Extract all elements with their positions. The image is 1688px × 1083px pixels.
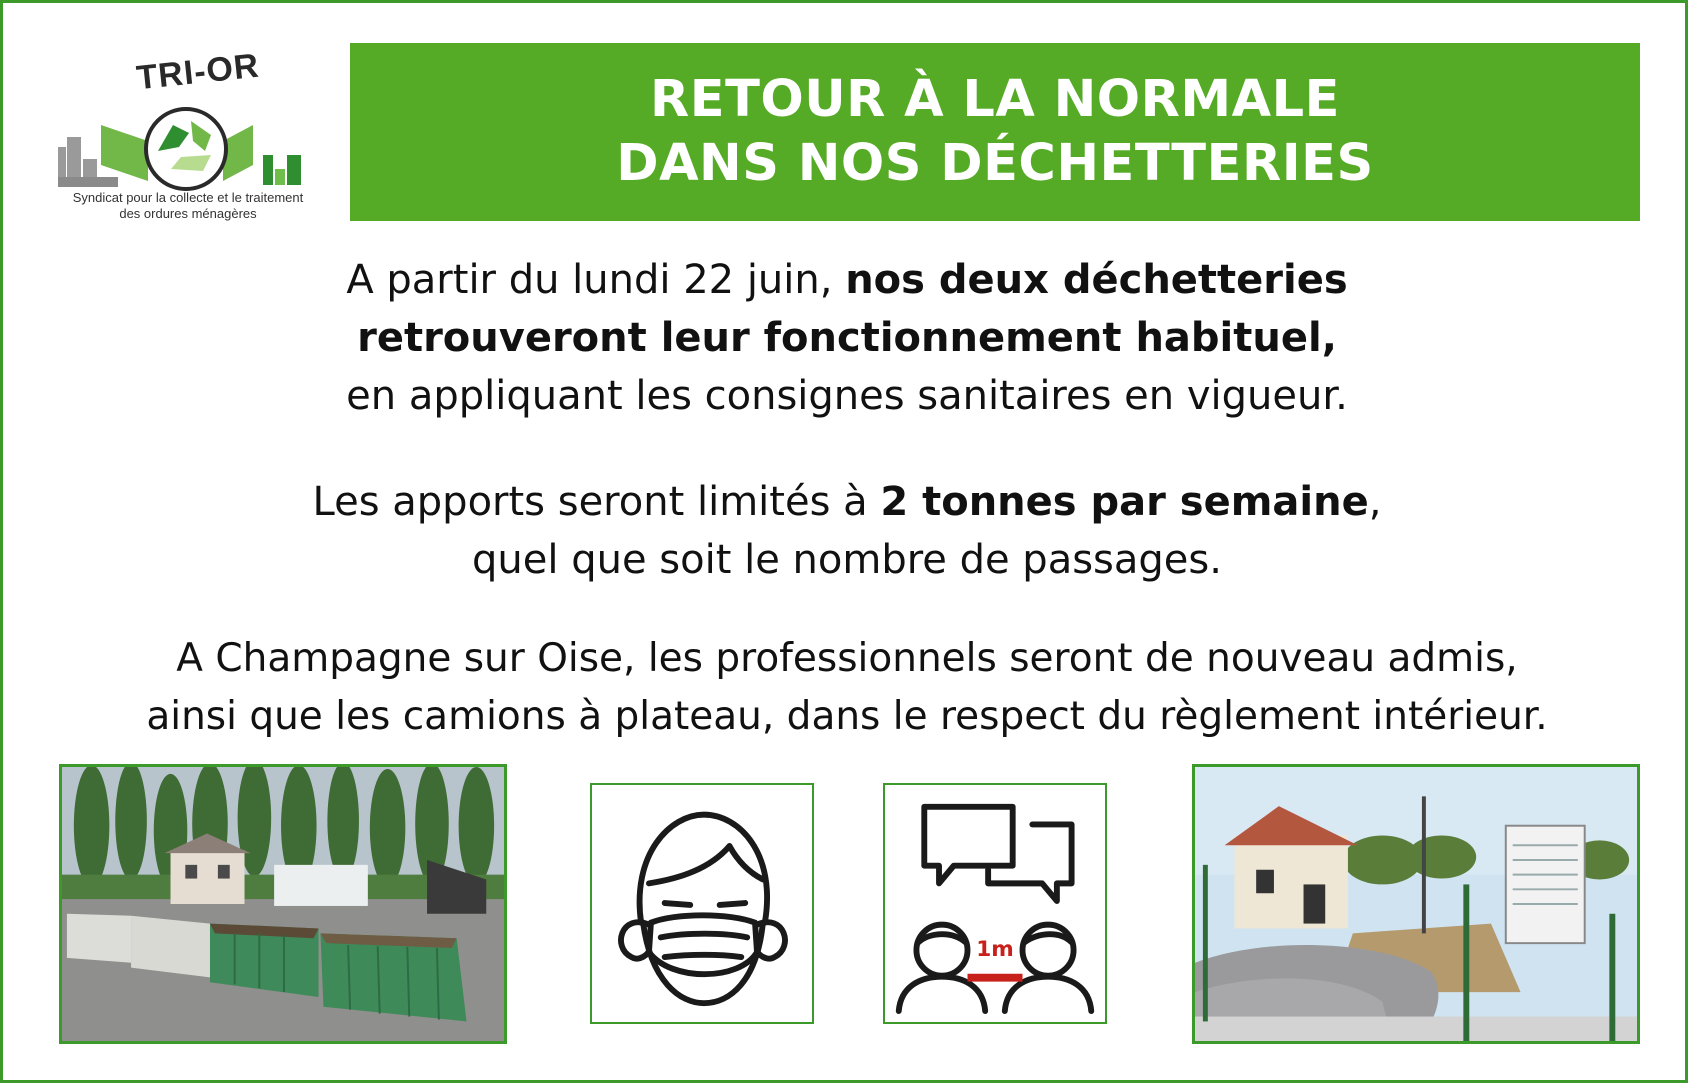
face-mask-icon bbox=[592, 785, 812, 1022]
banner-line-1: RETOUR À LA NORMALE bbox=[649, 70, 1340, 129]
banner-line-2: DANS NOS DÉCHETTERIES bbox=[616, 134, 1374, 193]
mask-pictogram bbox=[590, 783, 814, 1024]
reopening-bold-2: retrouveront leur fonctionnement habituel, bbox=[357, 315, 1337, 361]
recycling-containers-image bbox=[62, 767, 504, 1041]
reopening-intro: A partir du lundi 22 juin, bbox=[346, 257, 846, 303]
professionals-line-1: A Champagne sur Oise, les professionnels seront de nouveau admis, bbox=[176, 636, 1518, 681]
headline-banner bbox=[350, 43, 1640, 221]
distance-pictogram bbox=[883, 783, 1107, 1024]
limit-paragraph bbox=[33, 473, 1661, 589]
limit-bold: 2 tonnes par semaine bbox=[880, 479, 1369, 525]
distance-label: 1m bbox=[976, 937, 1014, 963]
reopening-bold-1: nos deux déchetteries bbox=[845, 257, 1348, 303]
logo-name: TRI-OR bbox=[134, 46, 262, 98]
reopening-paragraph bbox=[33, 251, 1661, 425]
professionals-paragraph bbox=[33, 630, 1661, 746]
logo-tagline: Syndicat pour la collecte et le traitement des ordures ménagères bbox=[72, 190, 304, 221]
dechetterie-entrance-image bbox=[1195, 767, 1637, 1041]
limit-line-2: quel que soit le nombre de passages. bbox=[472, 537, 1222, 583]
limit-comma: , bbox=[1368, 479, 1382, 525]
limit-intro: Les apports seront limités à bbox=[312, 479, 881, 525]
recycling-site-photo bbox=[59, 764, 507, 1044]
dechetterie-entrance-photo bbox=[1192, 764, 1640, 1044]
professionals-line-2: ainsi que les camions à plateau, dans le respect du règlement intérieur. bbox=[146, 694, 1548, 739]
tri-or-logo bbox=[53, 45, 323, 235]
social-distance-icon bbox=[885, 785, 1105, 1022]
reopening-line-3: en appliquant les consignes sanitaires en vigueur. bbox=[346, 373, 1348, 419]
recycle-logo-icon bbox=[53, 85, 323, 205]
